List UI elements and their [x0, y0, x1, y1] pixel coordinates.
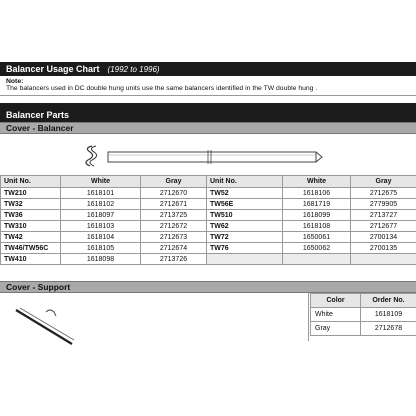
gray-cell: 2712675 — [351, 188, 416, 199]
usage-note — [0, 76, 416, 96]
unit-cell: TW36 — [1, 210, 61, 221]
table-row — [1, 210, 416, 221]
note-text: The balancers used in DC double hung units use the same balancers identified in the TW double hung . — [6, 85, 318, 92]
white-cell: 1618108 — [283, 221, 351, 232]
cover-balancer-title: Cover - Balancer — [6, 123, 74, 133]
white-cell: 1618097 — [61, 210, 141, 221]
table-row — [1, 188, 416, 199]
gray-cell: 2712671 — [141, 199, 207, 210]
usage-chart-header — [0, 62, 416, 76]
table-row — [1, 199, 416, 210]
white-cell: 1618098 — [61, 254, 141, 265]
header-unit-no: Unit No. — [1, 176, 61, 188]
unit-cell: TW76 — [207, 243, 283, 254]
white-cell: 1618105 — [61, 243, 141, 254]
balancer-parts-header — [0, 108, 416, 122]
gray-cell: 2779905 — [351, 199, 416, 210]
gray-cell: 2712670 — [141, 188, 207, 199]
table-row — [1, 254, 416, 265]
table-row — [1, 232, 416, 243]
unit-cell: TW62 — [207, 221, 283, 232]
unit-cell: TW410 — [1, 254, 61, 265]
empty-cell — [207, 254, 283, 265]
white-cell: 1650062 — [283, 243, 351, 254]
unit-cell: TW72 — [207, 232, 283, 243]
gray-cell: 2713725 — [141, 210, 207, 221]
gray-cell: 2713727 — [351, 210, 416, 221]
unit-cell: TW510 — [207, 210, 283, 221]
unit-cell: TW310 — [1, 221, 61, 232]
note-label: Note: — [6, 78, 24, 85]
unit-cell: TW32 — [1, 199, 61, 210]
unit-cell: TW46/TW56C — [1, 243, 61, 254]
white-cell: 1650061 — [283, 232, 351, 243]
white-cell: 1618104 — [61, 232, 141, 243]
gray-cell: 2712677 — [351, 221, 416, 232]
balancer-cover-illustration — [80, 140, 330, 172]
cover-support-header — [0, 281, 416, 293]
gray-cell: 2712674 — [141, 243, 207, 254]
support-divider — [308, 293, 309, 341]
header-white: White — [61, 176, 141, 188]
header-color: Color — [311, 294, 361, 308]
empty-cell — [283, 254, 351, 265]
usage-chart-title: Balancer Usage Chart — [6, 64, 100, 74]
balancer-parts-title: Balancer Parts — [6, 110, 70, 120]
gray-cell: 2700135 — [351, 243, 416, 254]
header-unit-no-2: Unit No. — [207, 176, 283, 188]
table-row — [311, 322, 416, 336]
order-no-cell: 2712678 — [361, 322, 416, 336]
header-gray-2: Gray — [351, 176, 416, 188]
white-cell: 1618106 — [283, 188, 351, 199]
cover-support-table — [310, 293, 416, 336]
unit-cell: TW56E — [207, 199, 283, 210]
table-row — [311, 308, 416, 322]
color-cell: White — [311, 308, 361, 322]
table-row — [1, 243, 416, 254]
empty-cell — [351, 254, 416, 265]
white-cell: 1618101 — [61, 188, 141, 199]
header-white-2: White — [283, 176, 351, 188]
gray-cell: 2712673 — [141, 232, 207, 243]
header-gray: Gray — [141, 176, 207, 188]
cover-support-title: Cover - Support — [6, 282, 71, 292]
cover-balancer-header — [0, 122, 416, 134]
white-cell: 1681719 — [283, 199, 351, 210]
cover-balancer-table — [0, 175, 416, 265]
table-header-row — [1, 176, 416, 188]
color-cell: Gray — [311, 322, 361, 336]
gray-cell: 2712672 — [141, 221, 207, 232]
order-no-cell: 1618109 — [361, 308, 416, 322]
white-cell: 1618099 — [283, 210, 351, 221]
table-row — [1, 221, 416, 232]
header-order-no: Order No. — [361, 294, 416, 308]
white-cell: 1618102 — [61, 199, 141, 210]
table-header-row — [311, 294, 416, 308]
gray-cell: 2713726 — [141, 254, 207, 265]
white-cell: 1618103 — [61, 221, 141, 232]
unit-cell: TW210 — [1, 188, 61, 199]
gray-cell: 2700134 — [351, 232, 416, 243]
unit-cell: TW42 — [1, 232, 61, 243]
support-cover-illustration — [12, 300, 76, 348]
usage-chart-subtitle: (1992 to 1996) — [107, 64, 160, 74]
unit-cell: TW52 — [207, 188, 283, 199]
